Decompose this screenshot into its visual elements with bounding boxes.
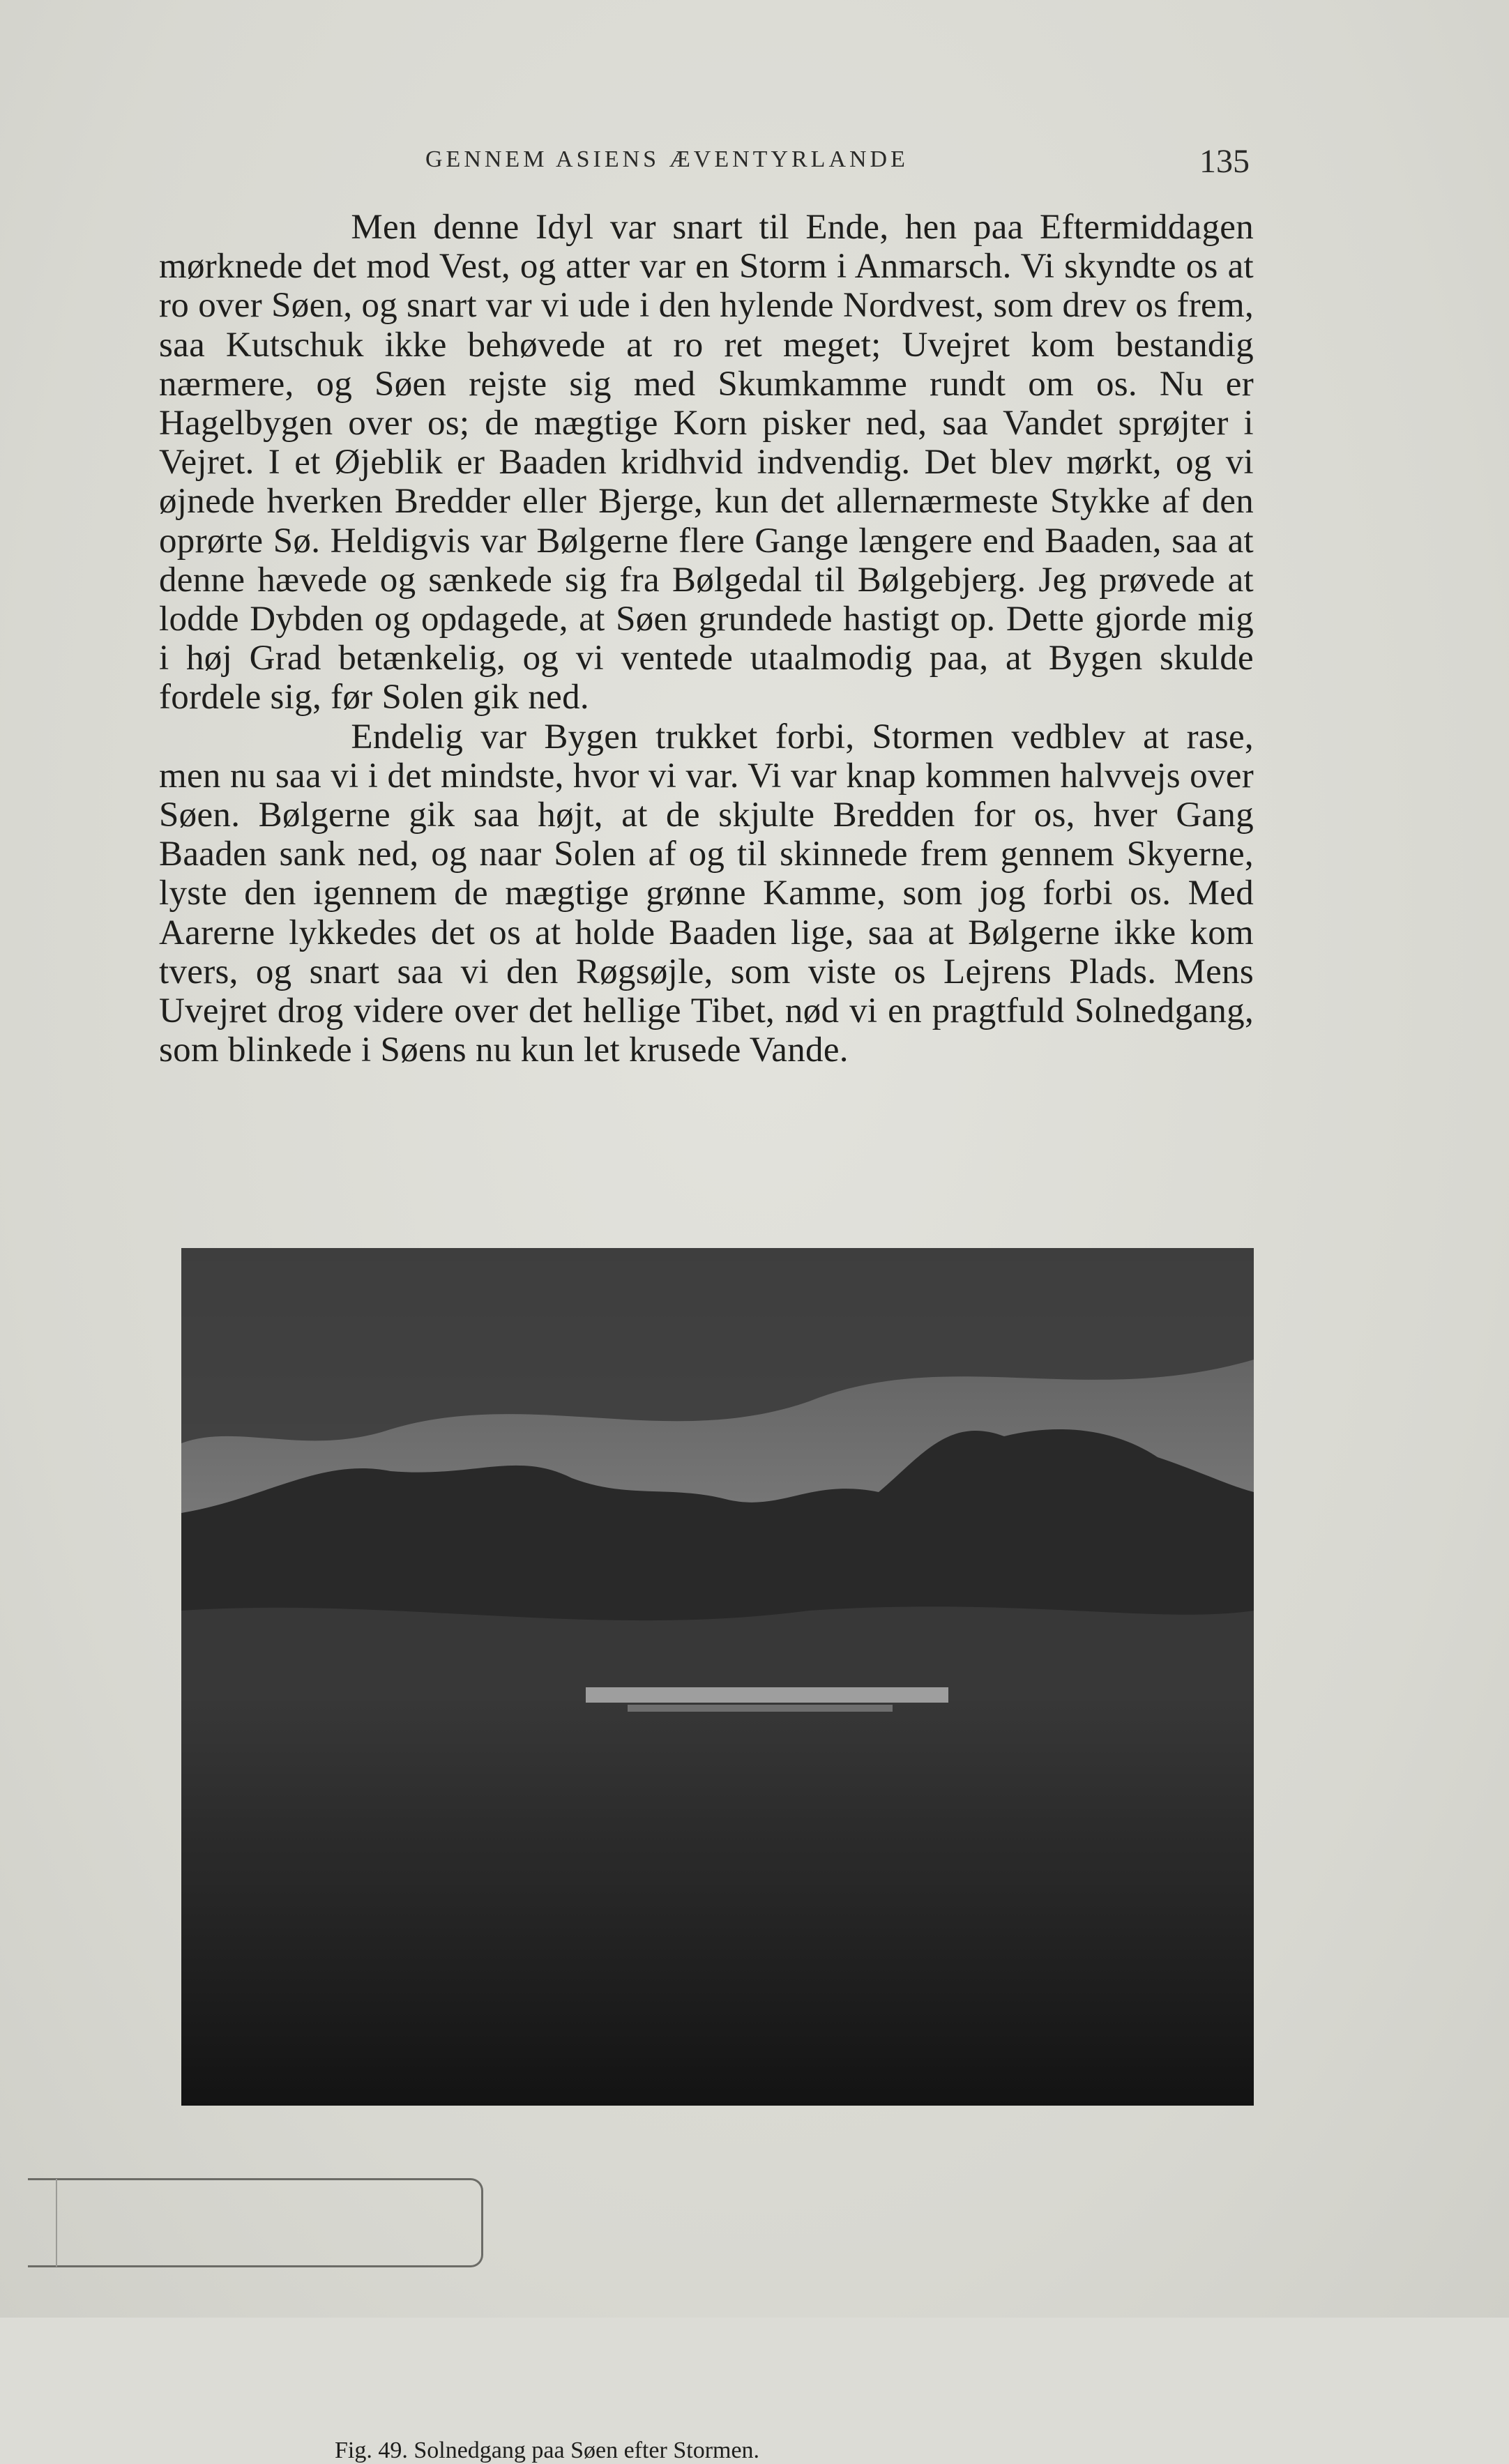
page-number: 135: [1199, 143, 1250, 180]
body-text: [159, 208, 1254, 1070]
paragraph-1: Men denne Idyl var snart til Ende, hen paa Eftermiddagen mørknede det mod Vest, og atter var en Storm i Anmarsch. Vi skyndte os at ro over Søen, og snart var vi ude i den hylende Nordvest, som drev os frem, saa Kutschuk ikke behøvede at ro ret meget; Uvejret kom bestandig nærmere, og Søen rejste sig med Skumkamme rundt om os. Nu er Hagelbygen over os; de mægtige Korn pisker ned, saa Vandet sprøjter i Vejret. I et Øjeblik er Baaden kridhvid indvendig. Det blev mørkt, og vi øjnede hverken Bredder eller Bjerge, kun det allernærmeste Stykke af den oprørte Sø. Heldigvis var Bølgerne flere Gange længere end Baaden, saa at denne hævede og sænkede sig fra Bølgedal til Bølgebjerg. Jeg prøvede at lodde Dybden og opdagede, at Søen grundede hastigt op. Dette gjorde mig i høj Grad betænkelig, og vi ventede utaalmodig paa, at Bygen skulde fordele sig, før Solen gik ned.: [159, 208, 1254, 717]
figure-photo: [181, 1248, 1254, 2106]
paragraph-2: Endelig var Bygen trukket forbi, Stormen vedblev at rase, men nu saa vi i det mindste, hvor vi var. Vi var knap kommen halvvejs over Søen. Bølgerne gik saa højt, at de skjulte Bredden for os, hver Gang Baaden sank ned, og naar Solen af og til skinnede frem gennem Skyerne, lyste den igennem de mægtige grønne Kamme, som jog forbi os. Med Aarerne lykkedes det os at holde Baaden lige, saa at Bølgerne ikke kom tvers, og snart saa vi den Røgsøjle, som viste os Lejrens Plads. Mens Uvejret drog videre over det hellige Tibet, nød vi en pragtfuld Solnedgang, som blinkede i Søens nu kun let krusede Vande.: [159, 717, 1254, 1070]
page-tab-mark: [28, 2178, 483, 2267]
page-header: [0, 143, 1509, 188]
running-title: GENNEM ASIENS ÆVENTYRLANDE: [425, 146, 909, 172]
figure-caption: Fig. 49. Solnedgang paa Søen efter Stormen.: [335, 2438, 760, 2463]
sunset-lake-photo: [181, 1248, 1254, 2106]
